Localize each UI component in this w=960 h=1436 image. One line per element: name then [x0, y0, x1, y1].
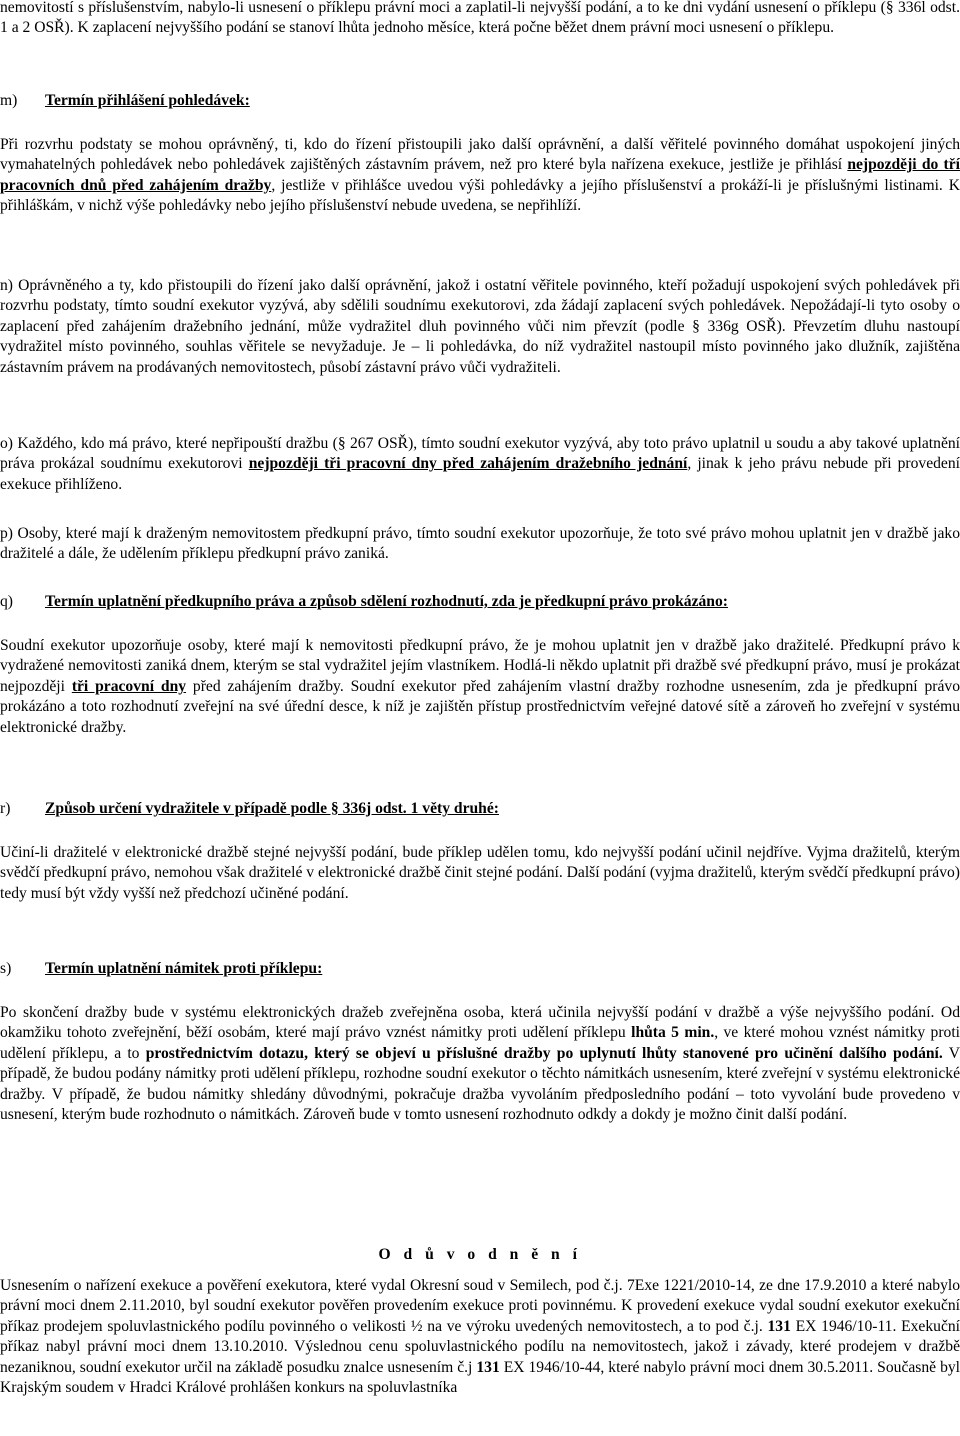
section-title: Termín uplatnění námitek proti příklepu: [45, 960, 323, 977]
section-heading-r [0, 799, 960, 819]
deadline-emphasis: tři pracovní dny [71, 677, 187, 695]
section-label: q) [0, 593, 13, 610]
paragraph-q [0, 636, 960, 738]
paragraph-p [0, 524, 960, 565]
paragraph-text: Soudní exekutor upozorňuje osoby, které mají k nemovitosti předkupní právo, že je mohou uplatnit jen v dražbě jako dražitelé. Předkupní právo k vydražené nemovitosti zaniká dnem, kterým se stal vydražitel jejím vlastníkem. Hodlá-li někdo uplatnit při dražbě své předkupní právo, musí je prokázat nejpozději [0, 637, 960, 695]
section-label: s) [0, 960, 12, 977]
section-heading-s [0, 959, 960, 979]
bold-emphasis: lhůta 5 min. [631, 1024, 715, 1042]
bold-emphasis: 131 [476, 1358, 500, 1376]
paragraph-final [0, 1276, 960, 1398]
deadline-emphasis: nejpozději tři pracovní dny před zahájením dražebního jednání [248, 455, 688, 473]
paragraph-n [0, 276, 960, 378]
section-title: Způsob určení vydražitele v případě podle § 336j odst. 1 věty druhé: [45, 800, 499, 817]
paragraph-text: , jestliže v přihlášce uvedou výši pohledávky a jejího příslušenství a prokáží-li je příslušnými listinami. K přihláškám, v nichž výše pohledávky nebo jejího příslušenství nebude uvedena, se nepřihlíží. [0, 176, 960, 215]
paragraph-text: Usnesením o nařízení exekuce a pověření exekutora, které vydal Okresní soud v Semilech, pod č.j. 7Exe 1221/2010-14, ze dne 17.9.2010 a které nabylo právní moci dnem 2.11.2010, byl soudní exekutor pověřen provedením exekuce proti povinnému. K provedení exekuce vydal soudní exekutor exekuční příkaz prodejem spoluvlastnického podílu povinného o velikosti ½ na ve výroku uvedených nemovitostech, a to pod č.j. [0, 1277, 960, 1335]
paragraph-text: EX 1946/10-44, které nabylo právní moci dnem 30.5.2011. Současně byl Krajským soudem v Hradci Králové prohlášen konkurs na spoluvlastníka [0, 1358, 960, 1397]
bold-emphasis: prostřednictvím dotazu, který se objeví u příslušné dražby po uplynutí lhůty stanovené pro učinění dalšího podání. [145, 1044, 943, 1062]
section-heading-m [0, 91, 960, 111]
section-title-oduvodneni: O d ů v o d n ě n í [378, 1246, 582, 1263]
paragraph-s [0, 1003, 960, 1125]
paragraph-text: nemovitostí s příslušenstvím, nabylo-li usnesení o příklepu právní moci a zaplatil-li nejvyšší podání, a to ke dni vydání usnesení o příklepu (§ 336l odst. 1 a 2 OSŘ). K zaplacení nejvyššího podání se stanoví lhůta jednoho měsíce, která počne běžet dnem právní moci usnesení o příklepu. [0, 0, 960, 37]
deadline-emphasis: nejpozději do tří pracovních dnů před zahájením dražby [0, 156, 960, 194]
paragraph-text: , jinak k jeho právu nebude při provedení exekuce přihlíženo. [0, 455, 960, 493]
paragraph-text: Po skončení dražby bude v systému elektronických dražeb zveřejněna osoba, která učinila nejvyšší podání v dražbě a výše nejvyššího podání. Od okamžiku tohoto zveřejnění, běží osobám, které mají právo vznést námitky proti udělení příklepu [0, 1004, 960, 1042]
bold-emphasis: 131 [767, 1317, 791, 1335]
section-label: m) [0, 92, 18, 109]
section-title: Termín uplatnění předkupního práva a způsob sdělení rozhodnutí, zda je předkupní právo prokázáno: [45, 593, 728, 610]
paragraph-text: Při rozvrhu podstaty se mohou oprávněný, ti, kdo do řízení přistoupili jako další oprávnění, a další věřitelé povinného domáhat uspokojení jiných vymahatelných pohledávek nebo pohledávek zajištěných zástavním právem, než pro které byla nařízena exekuce, jestliže je přihlásí [0, 136, 960, 174]
paragraph-text: , ve které mohou vznést námitky proti udělení příklepu, a to [0, 1024, 960, 1062]
paragraph-o [0, 434, 960, 495]
paragraph-text: Učiní-li dražitelé v elektronické dražbě stejné nejvyšší podání, bude příklep udělen tomu, kdo nejvyšší podání učinil nejdříve. Vyjma dražitelů, kterým svědčí předkupní právo, nemohou však dražitelé v elektronické dražbě činit stejné podání. Další podání (vyjma dražitelů, kterým svědčí předkupní právo) tedy musí být vždy vyšší než předchozí učiněné podání. [0, 844, 960, 902]
section-label: r) [0, 800, 11, 817]
paragraph-m [0, 135, 960, 217]
paragraph-r [0, 843, 960, 904]
paragraph-text: o) Každého, kdo má právo, které nepřipouští dražbu (§ 267 OSŘ), tímto soudní exekutor vyzývá, aby toto právo uplatnil u soudu a aby takové uplatnění práva prokázal soudnímu exekutorovi [0, 435, 960, 473]
paragraph-text: před zahájením dražby. Soudní exekutor před zahájením vlastní dražby rozhodne usnesením, zda je předkupní právo prokázáno a toto rozhodnutí zveřejní na své úřední desce, k níž je zajištěn přístup prostřednictvím veřejné datové sítě a zároveň ho zveřejní v systému elektronické dražby. [0, 677, 960, 736]
paragraph-text: V případě, že budou podány námitky proti udělení příklepu, rozhodne soudní exekutor o těchto námitkách usnesením, které zveřejní v systému elektronické dražby. V případě, že budou námitky shledány důvodnými, pokračuje dražba vyvoláním předposledního podání – toto vyvolání bude provedeno v usnesení, kterým bude rozhodnuto o námitkách. Zároveň bude v tomto usnesení rozhodnuto odkdy a dokdy je možno činit další podání. [0, 1044, 960, 1124]
paragraph-text: p) Osoby, které mají k draženým nemovitostem předkupní právo, tímto soudní exekutor upozorňuje, že toto své právo mohou uplatnit jen v dražbě jako dražitelé a dále, že udělením příklepu předkupní právo zaniká. [0, 525, 960, 563]
section-heading-q [0, 592, 960, 612]
paragraph-top [0, 0, 960, 39]
paragraph-text: EX 1946/10-11. Exekuční příkaz nabyl právní moci dnem 13.10.2010. Výslednou cenu spoluvlastnického podílu na nemovitostech, jakož i závady, které prodejem v dražbě nezaniknou, soudní exekutor určil na základě posudku znalce usnesením č.j [0, 1317, 960, 1376]
paragraph-text: n) Oprávněného a ty, kdo přistoupili do řízení jako další oprávnění, jakož i ostatní věřitele povinného, kteří požadují uspokojení svých pohledávek při rozvrhu podstaty, tímto soudní exekutor vyzývá, aby sdělili soudnímu exekutorovi, zda žádají zaplacení svých pohledávek. Nepožádají-li tyto osoby o zaplacení před zahájením dražebního jednání, může vydražitel dluh povinného vůči nim převzít (podle § 336g OSŘ). Převzetím dluhu nastoupí vydražitel místo povinného, souhlas věřitele se nevyžaduje. Je – li pohledávka, do níž vydražitel nastoupil místo povinného jako dlužník, zajištěna zástavním právem na prodávaných nemovitostech, působí zástavní právo vůči vydražiteli. [0, 277, 960, 376]
section-title: Termín přihlášení pohledávek: [45, 92, 250, 109]
